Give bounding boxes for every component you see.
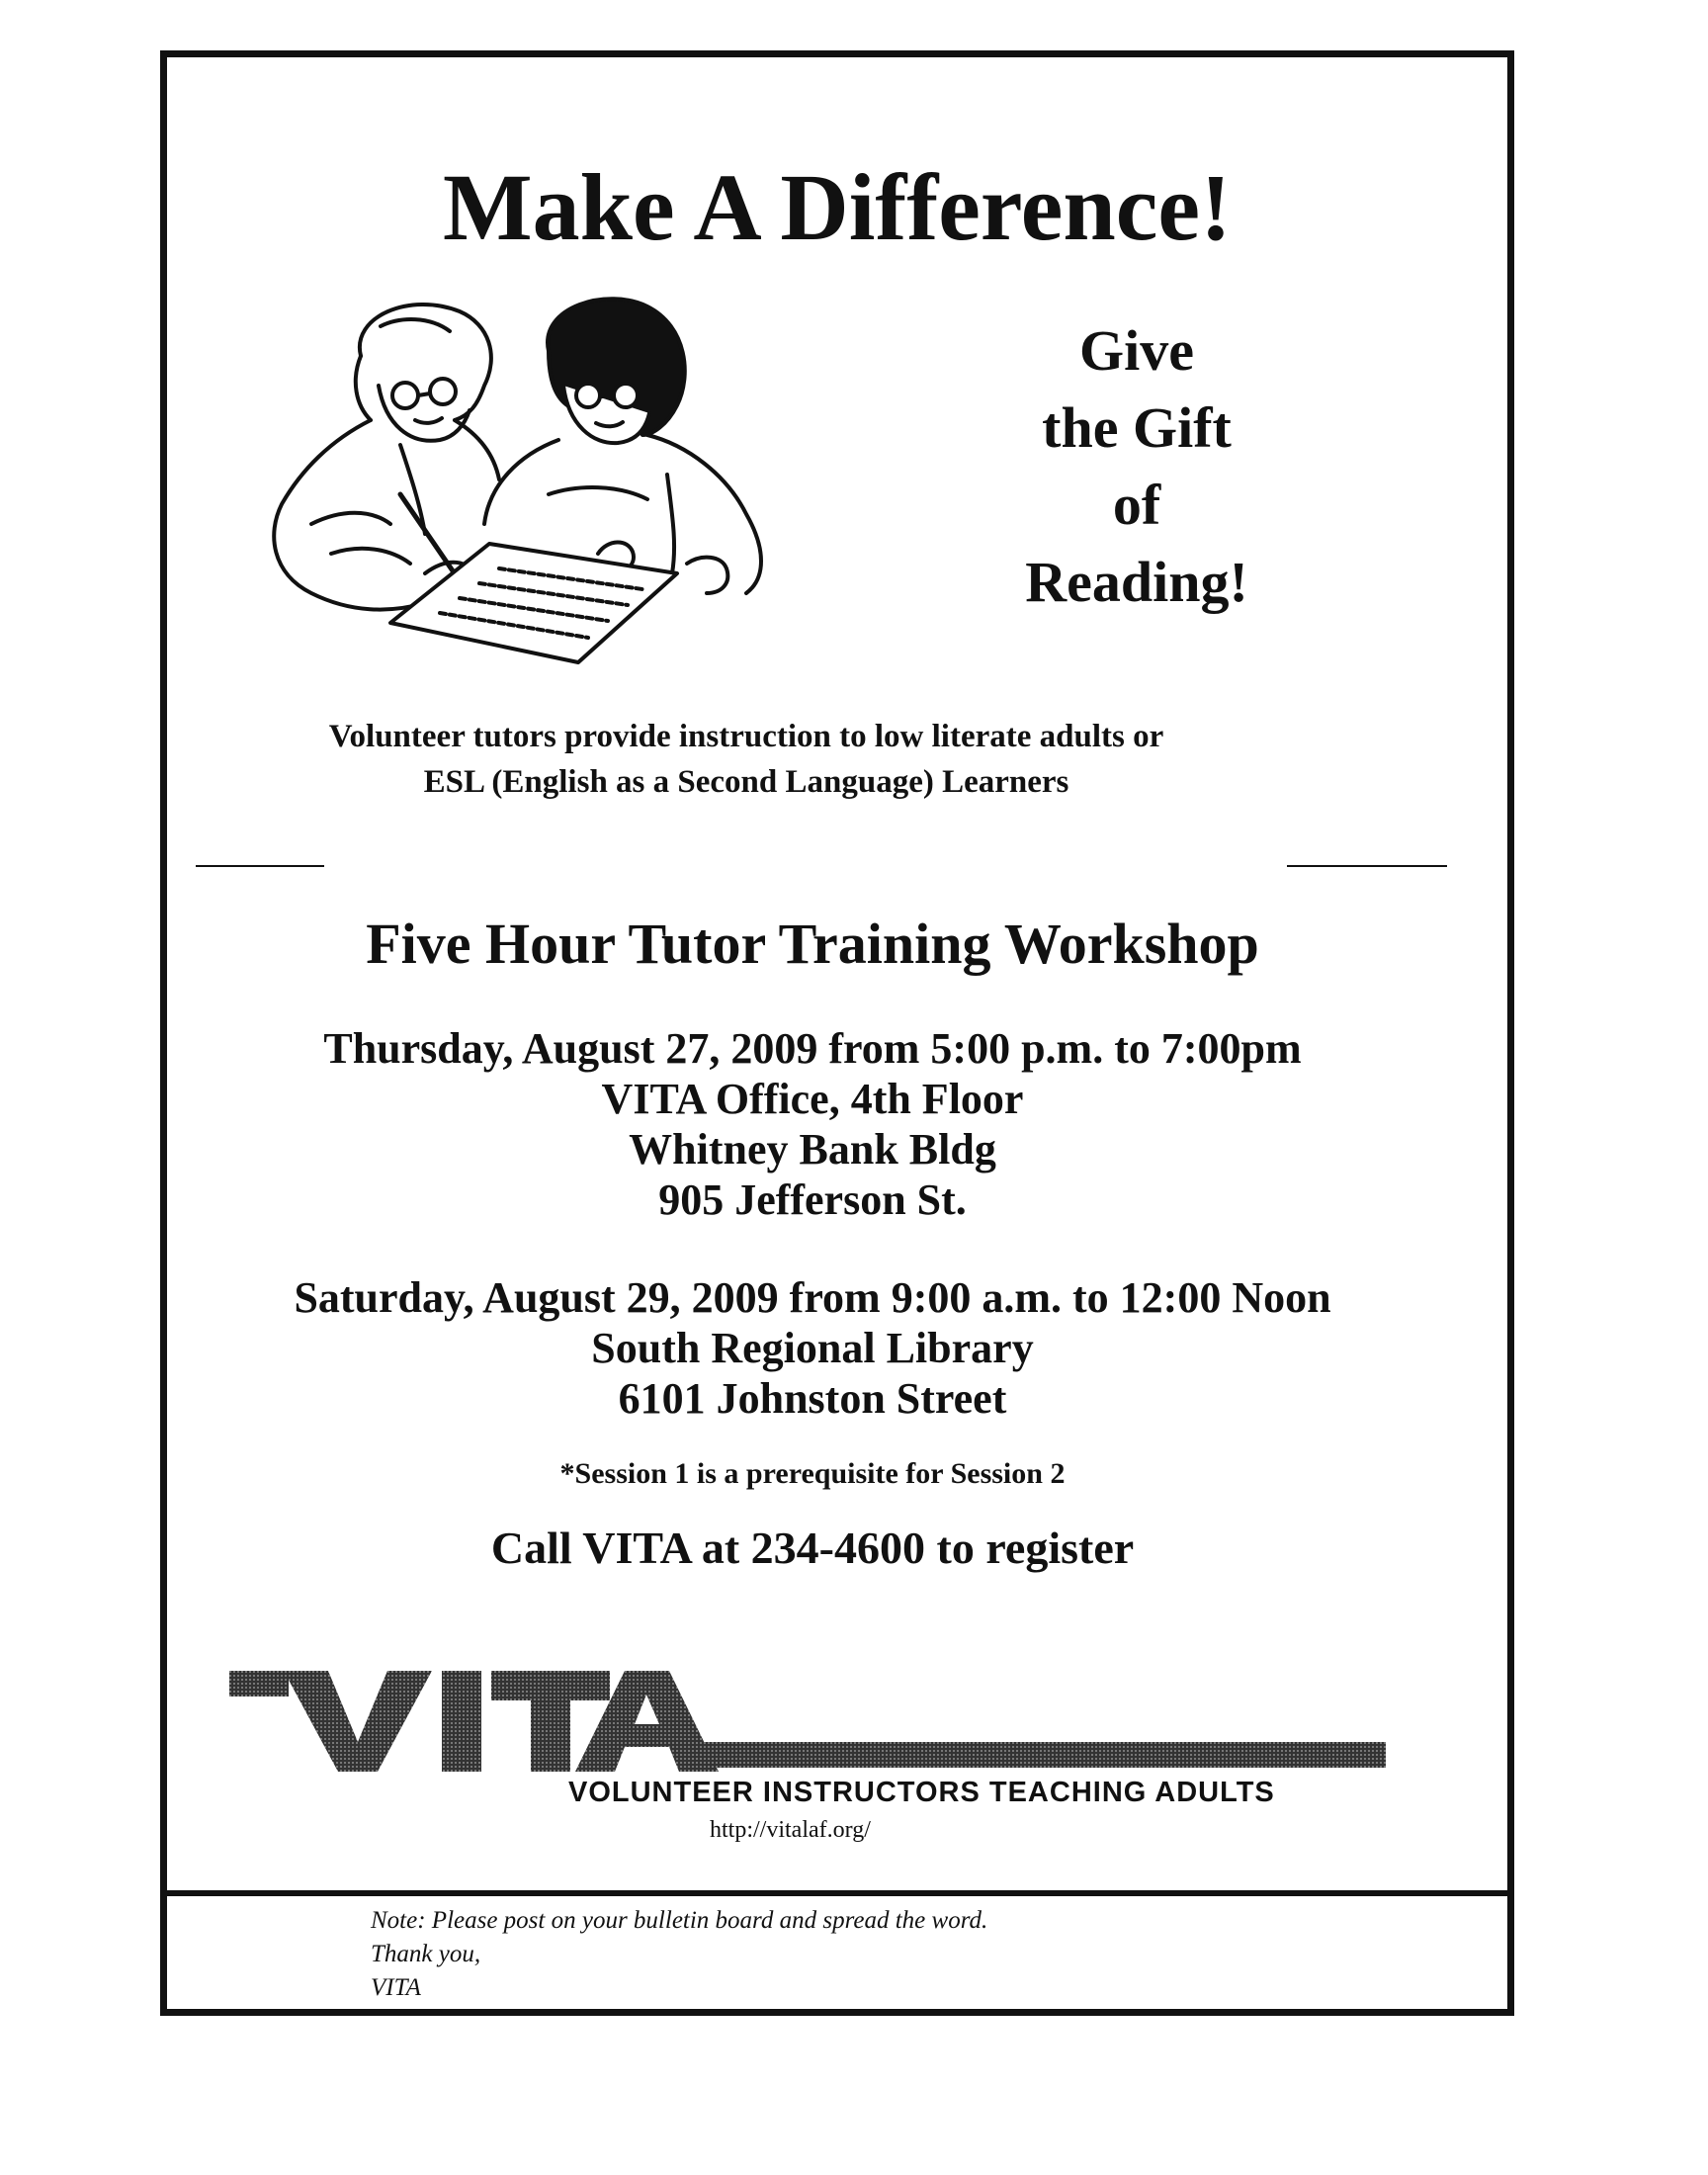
two-women-reading-illustration xyxy=(252,297,895,672)
session-2 xyxy=(160,1272,1465,1424)
session-building: Whitney Bank Bldg xyxy=(629,1125,996,1174)
rule-right xyxy=(1287,865,1447,867)
session-address: 905 Jefferson St. xyxy=(658,1175,967,1224)
gift-line: Reading! xyxy=(1025,550,1248,614)
gift-line: Give xyxy=(1079,318,1194,383)
gift-line: the Gift xyxy=(1042,395,1232,460)
logo-tagline: VOLUNTEER INSTRUCTORS TEACHING ADULTS xyxy=(568,1777,1275,1808)
vita-logo xyxy=(229,1663,1386,1772)
note-line: Note: Please post on your bulletin board and spread the word. xyxy=(371,1907,988,1934)
intro-text xyxy=(198,714,1295,805)
gift-of-reading-callout xyxy=(969,312,1305,621)
session-address: 6101 Johnston Street xyxy=(618,1374,1007,1423)
session-date: Saturday, August 29, 2009 from 9:00 a.m. to 12:00 Noon xyxy=(294,1273,1331,1322)
note-line: VITA xyxy=(371,1974,421,2001)
session-place: South Regional Library xyxy=(591,1324,1034,1372)
call-to-action: Call VITA at 234-4600 to register xyxy=(490,1522,1135,1573)
intro-line: ESL (English as a Second Language) Learners xyxy=(423,764,1069,800)
session-place: VITA Office, 4th Floor xyxy=(601,1075,1024,1123)
gift-line: of xyxy=(1112,473,1161,537)
note-line: Thank you, xyxy=(371,1941,481,1967)
footer-note xyxy=(371,1904,987,2005)
headline: Make A Difference! xyxy=(443,154,1232,260)
intro-line: Volunteer tutors provide instruction to low literate adults or xyxy=(328,719,1164,754)
session-date: Thursday, August 27, 2009 from 5:00 p.m. to 7:00pm xyxy=(323,1024,1302,1073)
workshop-title: Five Hour Tutor Training Workshop xyxy=(366,912,1259,976)
rule-left xyxy=(196,865,324,867)
session-1 xyxy=(160,1023,1465,1225)
note-divider xyxy=(160,1890,1514,1896)
prerequisite-note: *Session 1 is a prerequisite for Session 2 xyxy=(559,1457,1066,1490)
website-link[interactable]: http://vitalaf.org/ xyxy=(710,1817,871,1843)
